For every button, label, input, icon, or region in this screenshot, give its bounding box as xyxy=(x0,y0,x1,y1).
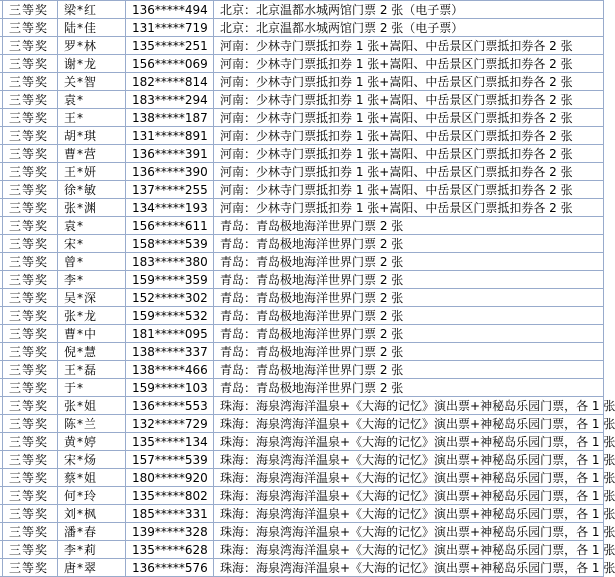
winner-phone-cell: 152*****302 xyxy=(126,289,214,307)
prize-level-cell: 三等奖 xyxy=(3,523,58,541)
table-row xyxy=(0,37,604,55)
table-row xyxy=(0,55,604,73)
table-row xyxy=(0,109,604,127)
winner-phone-cell: 185*****331 xyxy=(126,505,214,523)
winner-name-cell: 蔡*姐 xyxy=(58,469,126,487)
winner-name-cell: 谢*龙 xyxy=(58,55,126,73)
winner-phone-cell: 138*****187 xyxy=(126,109,214,127)
winner-name-cell: 李*莉 xyxy=(58,541,126,559)
table-row xyxy=(0,127,604,145)
table-row xyxy=(0,541,604,559)
prize-description-cell: 青岛：青岛极地海洋世界门票 2 张 xyxy=(214,253,604,271)
winner-name-cell: 梁*红 xyxy=(58,1,126,19)
prize-level-cell: 三等奖 xyxy=(3,469,58,487)
prize-description-cell: 珠海：海泉湾海洋温泉+《大海的记忆》演出票+神秘岛乐园门票，各 1 张 xyxy=(214,415,604,433)
winner-phone-cell: 138*****466 xyxy=(126,361,214,379)
prize-level-cell: 三等奖 xyxy=(3,253,58,271)
winner-name-cell: 黄*婷 xyxy=(58,433,126,451)
prize-description-cell: 珠海：海泉湾海洋温泉+《大海的记忆》演出票+神秘岛乐园门票，各 1 张 xyxy=(214,451,604,469)
winner-phone-cell: 138*****337 xyxy=(126,343,214,361)
winner-name-cell: 潘*春 xyxy=(58,523,126,541)
table-row xyxy=(0,289,604,307)
winner-phone-cell: 135*****134 xyxy=(126,433,214,451)
winner-name-cell: 倪*慧 xyxy=(58,343,126,361)
winner-name-cell: 王*磊 xyxy=(58,361,126,379)
prize-description-cell: 青岛：青岛极地海洋世界门票 2 张 xyxy=(214,379,604,397)
prize-description-cell: 北京：北京温都水城两馆门票 2 张（电子票） xyxy=(214,19,604,37)
winner-phone-cell: 135*****628 xyxy=(126,541,214,559)
winner-phone-cell: 136*****391 xyxy=(126,145,214,163)
prize-level-cell: 三等奖 xyxy=(3,181,58,199)
prize-description-cell: 河南：少林寺门票抵扣券 1 张+嵩阳、中岳景区门票抵扣券各 2 张 xyxy=(214,73,604,91)
prize-level-cell: 三等奖 xyxy=(3,415,58,433)
prize-level-cell: 三等奖 xyxy=(3,217,58,235)
winner-name-cell: 张*渊 xyxy=(58,199,126,217)
winner-phone-cell: 132*****729 xyxy=(126,415,214,433)
winner-name-cell: 唐*翠 xyxy=(58,559,126,577)
prize-description-cell: 河南：少林寺门票抵扣券 1 张+嵩阳、中岳景区门票抵扣券各 2 张 xyxy=(214,37,604,55)
prize-description-cell: 青岛：青岛极地海洋世界门票 2 张 xyxy=(214,289,604,307)
winner-phone-cell: 156*****069 xyxy=(126,55,214,73)
winner-phone-cell: 134*****193 xyxy=(126,199,214,217)
prize-description-cell: 珠海：海泉湾海洋温泉+《大海的记忆》演出票+神秘岛乐园门票，各 1 张 xyxy=(214,559,604,577)
prize-level-cell: 三等奖 xyxy=(3,73,58,91)
winner-phone-cell: 183*****380 xyxy=(126,253,214,271)
prize-description-cell: 珠海：海泉湾海洋温泉+《大海的记忆》演出票+神秘岛乐园门票，各 1 张 xyxy=(214,541,604,559)
winner-phone-cell: 159*****532 xyxy=(126,307,214,325)
prize-description-cell: 北京：北京温都水城两馆门票 2 张（电子票） xyxy=(214,1,604,19)
prize-description-cell: 河南：少林寺门票抵扣券 1 张+嵩阳、中岳景区门票抵扣券各 2 张 xyxy=(214,181,604,199)
prize-level-cell: 三等奖 xyxy=(3,487,58,505)
prize-description-cell: 珠海：海泉湾海洋温泉+《大海的记忆》演出票+神秘岛乐园门票，各 1 张 xyxy=(214,397,604,415)
prize-level-cell: 三等奖 xyxy=(3,127,58,145)
winner-name-cell: 于* xyxy=(58,379,126,397)
winner-phone-cell: 180*****920 xyxy=(126,469,214,487)
prize-description-cell: 河南：少林寺门票抵扣券 1 张+嵩阳、中岳景区门票抵扣券各 2 张 xyxy=(214,109,604,127)
prize-level-cell: 三等奖 xyxy=(3,1,58,19)
table-row xyxy=(0,469,604,487)
prize-level-cell: 三等奖 xyxy=(3,91,58,109)
table-row xyxy=(0,343,604,361)
table-row xyxy=(0,181,604,199)
table-row xyxy=(0,307,604,325)
winner-phone-cell: 135*****802 xyxy=(126,487,214,505)
winner-phone-cell: 181*****095 xyxy=(126,325,214,343)
winner-name-cell: 刘*枫 xyxy=(58,505,126,523)
prize-level-cell: 三等奖 xyxy=(3,145,58,163)
table-row xyxy=(0,487,604,505)
prize-level-cell: 三等奖 xyxy=(3,451,58,469)
winner-phone-cell: 136*****494 xyxy=(126,1,214,19)
winner-name-cell: 曾* xyxy=(58,253,126,271)
winner-name-cell: 关*智 xyxy=(58,73,126,91)
winner-phone-cell: 156*****611 xyxy=(126,217,214,235)
winner-phone-cell: 157*****539 xyxy=(126,451,214,469)
table-row xyxy=(0,1,604,19)
table-row xyxy=(0,271,604,289)
prize-description-cell: 珠海：海泉湾海洋温泉+《大海的记忆》演出票+神秘岛乐园门票，各 1 张 xyxy=(214,469,604,487)
table-row xyxy=(0,433,604,451)
table-row xyxy=(0,19,604,37)
prize-level-cell: 三等奖 xyxy=(3,397,58,415)
table-row xyxy=(0,217,604,235)
winner-phone-cell: 159*****103 xyxy=(126,379,214,397)
prize-description-cell: 青岛：青岛极地海洋世界门票 2 张 xyxy=(214,325,604,343)
winner-name-cell: 袁* xyxy=(58,217,126,235)
winner-phone-cell: 139*****328 xyxy=(126,523,214,541)
prize-description-cell: 青岛：青岛极地海洋世界门票 2 张 xyxy=(214,217,604,235)
winner-name-cell: 张*姐 xyxy=(58,397,126,415)
winners-table-body xyxy=(0,1,615,577)
winner-name-cell: 陆*佳 xyxy=(58,19,126,37)
winner-name-cell: 徐*敏 xyxy=(58,181,126,199)
prize-level-cell: 三等奖 xyxy=(3,541,58,559)
prize-description-cell: 珠海：海泉湾海洋温泉+《大海的记忆》演出票+神秘岛乐园门票，各 1 张 xyxy=(214,505,604,523)
winner-name-cell: 袁* xyxy=(58,91,126,109)
table-row xyxy=(0,559,604,577)
prize-level-cell: 三等奖 xyxy=(3,55,58,73)
prize-level-cell: 三等奖 xyxy=(3,361,58,379)
prize-description-cell: 青岛：青岛极地海洋世界门票 2 张 xyxy=(214,271,604,289)
winner-name-cell: 张*龙 xyxy=(58,307,126,325)
table-row xyxy=(0,505,604,523)
prize-description-cell: 珠海：海泉湾海洋温泉+《大海的记忆》演出票+神秘岛乐园门票，各 1 张 xyxy=(214,523,604,541)
prize-description-cell: 青岛：青岛极地海洋世界门票 2 张 xyxy=(214,307,604,325)
prize-description-cell: 珠海：海泉湾海洋温泉+《大海的记忆》演出票+神秘岛乐园门票，各 1 张 xyxy=(214,487,604,505)
winner-phone-cell: 136*****390 xyxy=(126,163,214,181)
winner-name-cell: 陈*兰 xyxy=(58,415,126,433)
winner-phone-cell: 131*****891 xyxy=(126,127,214,145)
prize-level-cell: 三等奖 xyxy=(3,325,58,343)
table-row xyxy=(0,145,604,163)
prize-description-cell: 河南：少林寺门票抵扣券 1 张+嵩阳、中岳景区门票抵扣券各 2 张 xyxy=(214,55,604,73)
prize-description-cell: 青岛：青岛极地海洋世界门票 2 张 xyxy=(214,235,604,253)
table-row xyxy=(0,235,604,253)
table-row xyxy=(0,73,604,91)
table-row xyxy=(0,253,604,271)
prize-description-cell: 珠海：海泉湾海洋温泉+《大海的记忆》演出票+神秘岛乐园门票，各 1 张 xyxy=(214,433,604,451)
prize-description-cell: 河南：少林寺门票抵扣券 1 张+嵩阳、中岳景区门票抵扣券各 2 张 xyxy=(214,163,604,181)
winner-name-cell: 王*妍 xyxy=(58,163,126,181)
winner-name-cell: 何*玲 xyxy=(58,487,126,505)
prize-description-cell: 青岛：青岛极地海洋世界门票 2 张 xyxy=(214,343,604,361)
winner-phone-cell: 182*****814 xyxy=(126,73,214,91)
prize-level-cell: 三等奖 xyxy=(3,559,58,577)
winner-phone-cell: 137*****255 xyxy=(126,181,214,199)
prize-level-cell: 三等奖 xyxy=(3,37,58,55)
prize-level-cell: 三等奖 xyxy=(3,307,58,325)
table-row xyxy=(0,163,604,181)
prize-description-cell: 青岛：青岛极地海洋世界门票 2 张 xyxy=(214,361,604,379)
winner-phone-cell: 135*****251 xyxy=(126,37,214,55)
prize-level-cell: 三等奖 xyxy=(3,235,58,253)
winner-name-cell: 曹*营 xyxy=(58,145,126,163)
table-row xyxy=(0,451,604,469)
prize-description-cell: 河南：少林寺门票抵扣券 1 张+嵩阳、中岳景区门票抵扣券各 2 张 xyxy=(214,199,604,217)
winner-name-cell: 罗*林 xyxy=(58,37,126,55)
winner-phone-cell: 159*****359 xyxy=(126,271,214,289)
table-row xyxy=(0,415,604,433)
table-row xyxy=(0,361,604,379)
winner-phone-cell: 136*****576 xyxy=(126,559,214,577)
winner-name-cell: 宋* xyxy=(58,235,126,253)
prize-level-cell: 三等奖 xyxy=(3,343,58,361)
prize-level-cell: 三等奖 xyxy=(3,379,58,397)
table-row xyxy=(0,199,604,217)
winner-phone-cell: 183*****294 xyxy=(126,91,214,109)
prize-level-cell: 三等奖 xyxy=(3,163,58,181)
prize-description-cell: 河南：少林寺门票抵扣券 1 张+嵩阳、中岳景区门票抵扣券各 2 张 xyxy=(214,91,604,109)
table-row xyxy=(0,91,604,109)
prize-level-cell: 三等奖 xyxy=(3,433,58,451)
table-row xyxy=(0,379,604,397)
table-row xyxy=(0,523,604,541)
prize-description-cell: 河南：少林寺门票抵扣券 1 张+嵩阳、中岳景区门票抵扣券各 2 张 xyxy=(214,145,604,163)
winner-phone-cell: 131*****719 xyxy=(126,19,214,37)
prize-level-cell: 三等奖 xyxy=(3,271,58,289)
table-row xyxy=(0,397,604,415)
winner-name-cell: 吴*深 xyxy=(58,289,126,307)
winner-name-cell: 胡*琪 xyxy=(58,127,126,145)
winner-name-cell: 李* xyxy=(58,271,126,289)
prize-level-cell: 三等奖 xyxy=(3,505,58,523)
prize-level-cell: 三等奖 xyxy=(3,19,58,37)
winner-phone-cell: 158*****539 xyxy=(126,235,214,253)
winner-name-cell: 曹*中 xyxy=(58,325,126,343)
prize-level-cell: 三等奖 xyxy=(3,109,58,127)
winner-name-cell: 宋*炀 xyxy=(58,451,126,469)
winner-phone-cell: 136*****553 xyxy=(126,397,214,415)
prize-description-cell: 河南：少林寺门票抵扣券 1 张+嵩阳、中岳景区门票抵扣券各 2 张 xyxy=(214,127,604,145)
winner-name-cell: 王* xyxy=(58,109,126,127)
prize-level-cell: 三等奖 xyxy=(3,289,58,307)
table-row xyxy=(0,325,604,343)
prize-level-cell: 三等奖 xyxy=(3,199,58,217)
